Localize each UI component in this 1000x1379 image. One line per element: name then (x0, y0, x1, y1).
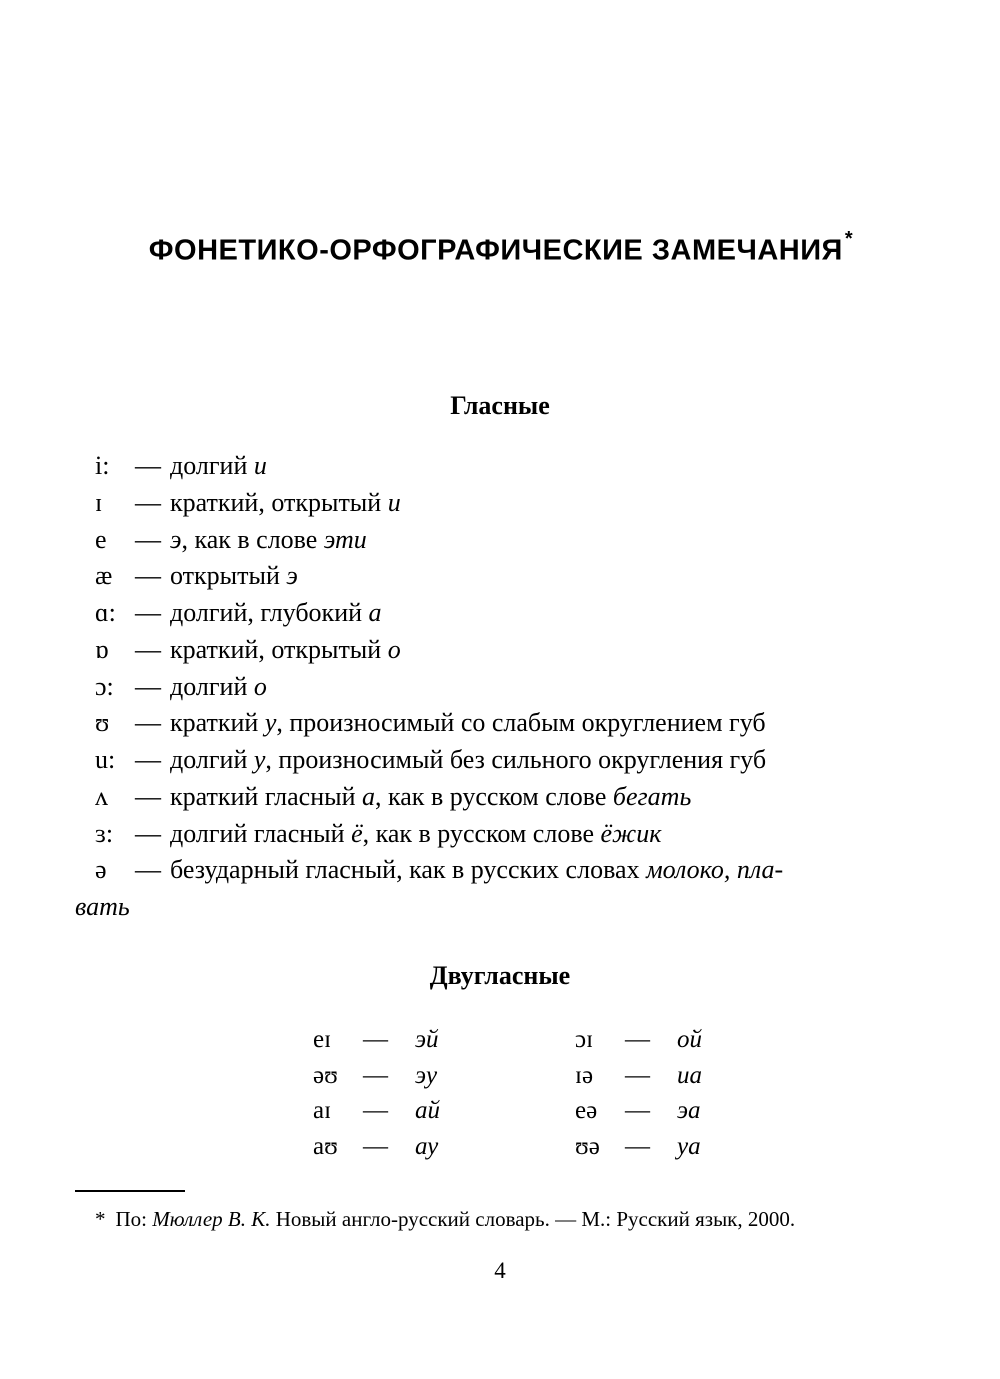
phonetic-symbol: æ (95, 561, 113, 591)
vowel-description: открытый э (170, 561, 298, 591)
vowel-item (75, 632, 927, 669)
diphthong-row (575, 1058, 702, 1094)
diphthong-row (313, 1022, 440, 1058)
dash-separator: — (363, 1097, 388, 1125)
footnote-marker: * (95, 1207, 106, 1231)
diphthong-symbol: əʊ (313, 1061, 338, 1089)
dash-separator: — (135, 855, 161, 885)
dash-separator: — (135, 561, 161, 591)
vowel-description: долгий и (170, 451, 267, 480)
dash-separator: — (625, 1026, 650, 1053)
diphthongs-heading: Двугласные (429, 961, 571, 990)
vowel-item (75, 779, 927, 816)
dash-separator: — (363, 1061, 388, 1089)
dash-separator: — (135, 598, 161, 627)
dash-separator: — (135, 634, 161, 664)
page-title (0, 228, 1000, 268)
dash-separator: — (135, 818, 161, 848)
vowel-description: долгий гласный ё, как в русском слове ёжик (170, 818, 662, 848)
phonetic-symbol: ɑ: (95, 598, 116, 627)
vowel-item (75, 448, 927, 485)
dash-separator: — (625, 1061, 650, 1089)
dash-separator: — (135, 708, 161, 738)
vowel-item (75, 558, 927, 595)
diphthong-row (575, 1093, 702, 1129)
footnote-text: По: Мюллер В. К. Новый англо-русский словарь. — М.: Русский язык, 2000. (115, 1207, 796, 1231)
diphthongs-right-column (575, 1022, 702, 1165)
vowel-item (75, 485, 927, 522)
footnote (75, 1207, 935, 1232)
diphthong-value: ай (415, 1097, 440, 1125)
diphthong-symbol: ʊə (575, 1133, 600, 1161)
vowel-item (75, 816, 927, 853)
vowel-item (75, 595, 927, 632)
phonetic-symbol: ʌ (95, 781, 108, 811)
vowel-description: краткий гласный а, как в русском слове бегать (170, 781, 692, 811)
vowel-item (75, 852, 927, 926)
vowels-heading: Гласные (450, 391, 550, 420)
vowels-list (75, 448, 927, 926)
vowel-description: э, как в слове эти (170, 524, 367, 554)
dash-separator: — (135, 451, 161, 480)
diphthong-symbol: aʊ (313, 1133, 338, 1161)
dash-separator: — (363, 1026, 388, 1053)
diphthong-row (575, 1129, 702, 1165)
diphthong-value: ой (677, 1026, 702, 1053)
diphthongs-left-column (313, 1022, 440, 1165)
dash-separator: — (135, 487, 161, 517)
diphthong-value: уа (677, 1133, 701, 1161)
vowel-item (75, 669, 927, 706)
phonetic-symbol: e (95, 524, 107, 554)
diphthong-value: эй (415, 1026, 439, 1053)
phonetic-symbol: ə (95, 855, 107, 885)
phonetic-symbol: ɒ (95, 634, 109, 664)
dash-separator: — (135, 781, 161, 811)
vowel-item (75, 705, 927, 742)
vowel-description: краткий у, произносимый со слабым округлением губ (170, 708, 766, 738)
diphthong-value: иа (677, 1061, 702, 1089)
diphthong-row (313, 1129, 440, 1165)
dash-separator: — (135, 745, 161, 774)
dash-separator: — (363, 1133, 388, 1161)
phonetic-symbol: ɪ (95, 487, 103, 517)
diphthong-row (313, 1058, 440, 1094)
diphthong-symbol: aɪ (313, 1097, 332, 1125)
diphthong-value: эу (415, 1061, 438, 1089)
diphthong-row (313, 1093, 440, 1129)
diphthong-row (575, 1022, 702, 1058)
title-footnote-marker: * (844, 228, 854, 250)
vowel-description: краткий, открытый о (170, 634, 401, 664)
diphthong-symbol: ɔɪ (575, 1026, 594, 1053)
vowel-description: долгий, глубокий а (170, 598, 382, 627)
footnote-rule (75, 1190, 185, 1192)
dash-separator: — (135, 524, 161, 554)
diphthong-symbol: eɪ (313, 1026, 332, 1053)
vowel-description: долгий у, произносимый без сильного округления губ (170, 745, 767, 774)
vowel-description: долгий о (170, 671, 267, 701)
phonetic-symbol: i: (95, 451, 110, 480)
diphthong-symbol: ɪə (575, 1061, 594, 1089)
vowel-item (75, 522, 927, 559)
phonetic-symbol: ɔ: (95, 671, 114, 701)
phonetic-symbol: ɜ: (95, 818, 114, 848)
vowel-item (75, 742, 927, 779)
vowel-description: безударный гласный, как в русских словах молоко, пла- вать (75, 855, 784, 921)
diphthong-value: эа (677, 1097, 701, 1125)
dash-separator: — (135, 671, 161, 701)
diphthong-symbol: eə (575, 1097, 598, 1125)
page-title-text: ФОНЕТИКО-ОРФОГРАФИЧЕСКИЕ ЗАМЕЧАНИЯ (148, 234, 843, 267)
dash-separator: — (625, 1133, 650, 1161)
dash-separator: — (625, 1097, 650, 1125)
phonetic-symbol: u: (95, 745, 116, 774)
phonetic-symbol: ʊ (95, 708, 110, 738)
vowel-description: краткий, открытый и (170, 487, 401, 517)
diphthong-value: ау (415, 1133, 439, 1161)
page-number: 4 (494, 1258, 506, 1283)
